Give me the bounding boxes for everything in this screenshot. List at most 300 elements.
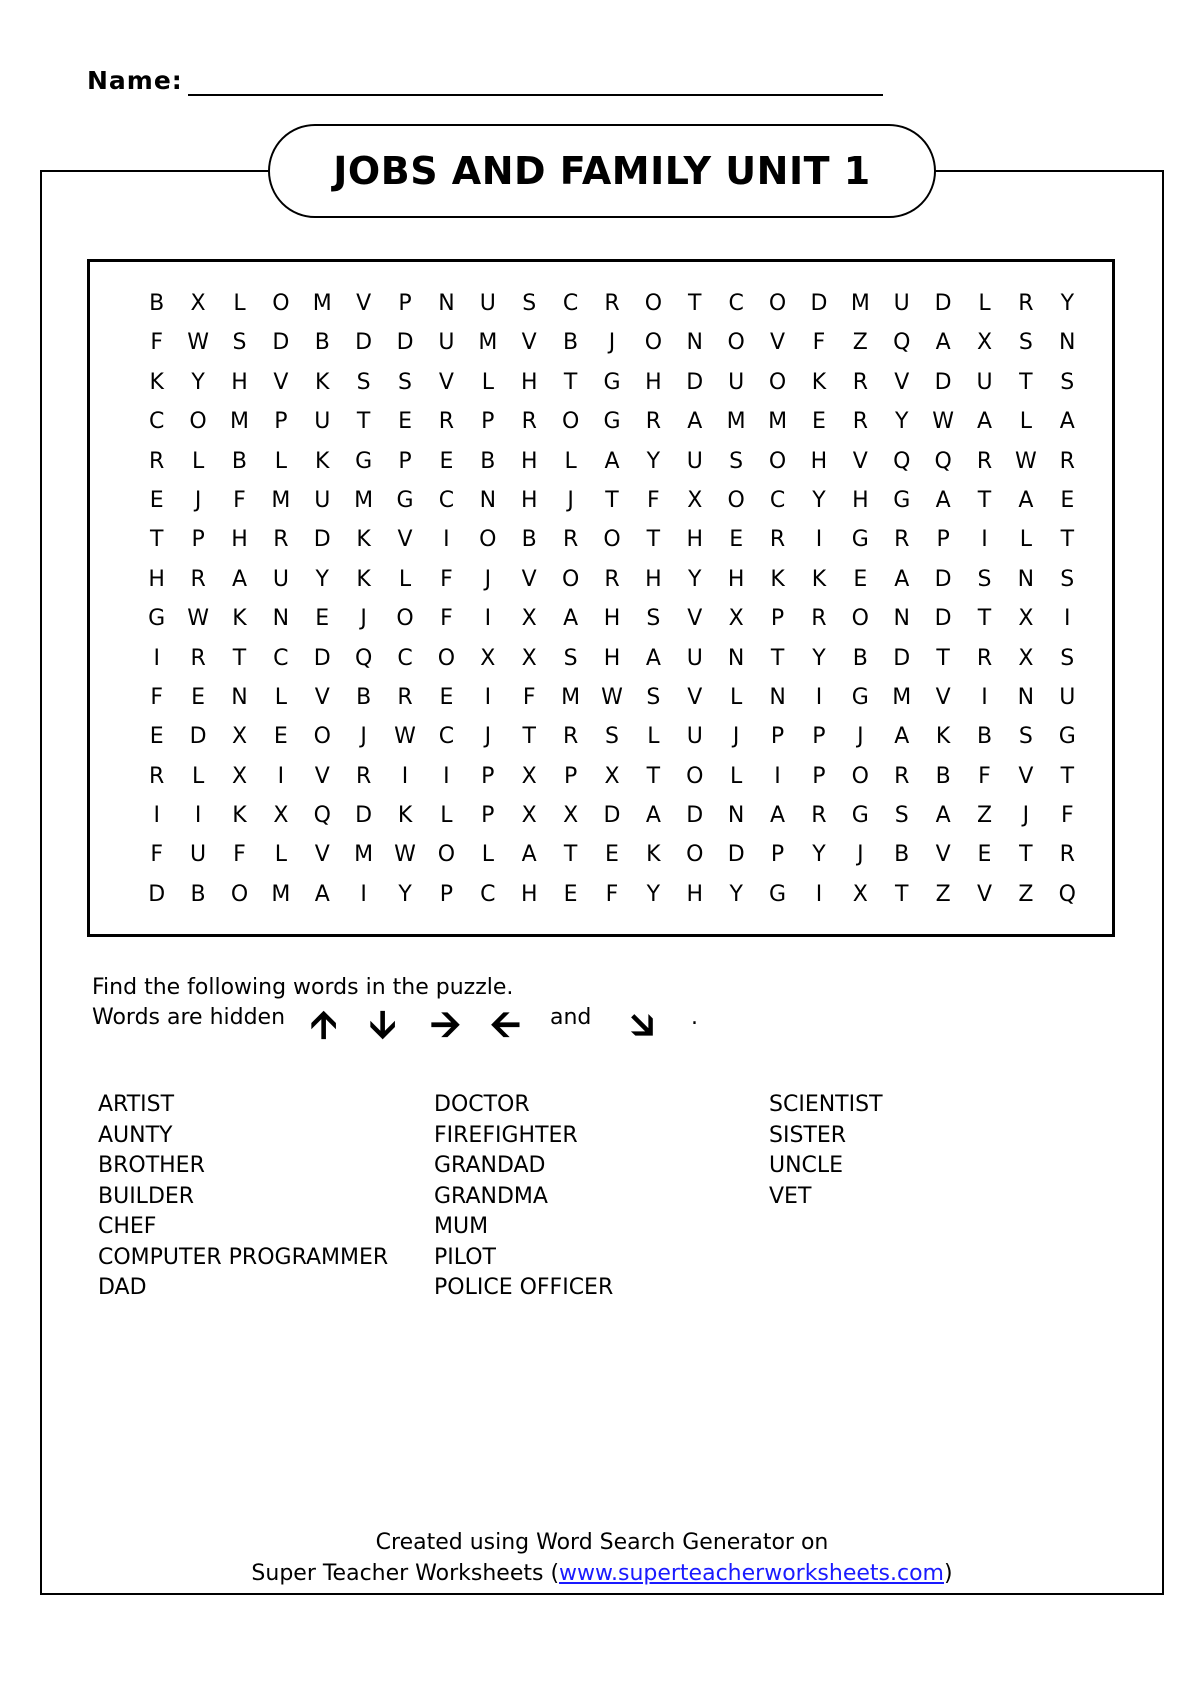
grid-letter: N xyxy=(272,606,290,632)
grid-letter: B xyxy=(935,763,951,789)
grid-letter: V xyxy=(687,684,703,710)
grid-letter: V xyxy=(397,527,413,553)
word-item: UNCLE xyxy=(769,1153,844,1178)
grid-letter: H xyxy=(810,448,828,474)
grid-letter: W xyxy=(1015,448,1037,474)
word-item: BROTHER xyxy=(98,1153,205,1178)
grid-letter: G xyxy=(851,684,869,710)
grid-letter: I xyxy=(981,527,988,553)
grid-letter: J xyxy=(608,330,616,356)
word-list-column-1 xyxy=(98,1090,388,1304)
grid-letter: W xyxy=(601,684,623,710)
grid-letter: R xyxy=(356,763,372,789)
grid-letter: F xyxy=(233,487,246,513)
grid-letter: X xyxy=(1018,606,1034,632)
grid-letter: I xyxy=(484,606,492,632)
grid-letter: C xyxy=(769,487,786,513)
grid-letter: M xyxy=(768,409,788,435)
grid-letter: X xyxy=(231,724,248,750)
grid-letter: X xyxy=(273,803,289,829)
grid-letter: R xyxy=(604,291,620,316)
grid-letter: P xyxy=(191,527,205,553)
grid-letter: O xyxy=(644,330,663,356)
grid-letter: O xyxy=(727,330,745,356)
word-item: AUNTY xyxy=(98,1122,173,1148)
grid-letter: E xyxy=(977,842,992,868)
grid-letter: N xyxy=(769,684,786,710)
grid-letter: R xyxy=(1059,448,1075,474)
grid-letter: D xyxy=(934,566,952,592)
grid-letter: D xyxy=(313,527,331,553)
grid-letter: I xyxy=(401,763,409,789)
grid-letter: W xyxy=(394,724,416,750)
grid-letter: D xyxy=(893,645,911,671)
grid-letter: R xyxy=(190,566,206,592)
grid-letter: I xyxy=(774,763,781,789)
grid-letter: T xyxy=(1060,763,1075,789)
word-item: GRANDMA xyxy=(434,1183,548,1209)
grid-letter: U xyxy=(190,842,207,868)
grid-letter: V xyxy=(935,842,951,868)
grid-letter: R xyxy=(190,645,206,671)
grid-letter: D xyxy=(810,291,828,316)
grid-letter: T xyxy=(232,645,247,671)
grid-letter: X xyxy=(521,645,537,671)
grid-letter: R xyxy=(894,527,910,553)
word-list-column-3 xyxy=(769,1090,883,1212)
grid-letter: V xyxy=(1018,763,1034,789)
word-item: SISTER xyxy=(769,1122,847,1148)
grid-letter: A xyxy=(314,881,330,907)
grid-letter: O xyxy=(644,291,663,316)
arrow-diagonal-icon: 🡮 xyxy=(630,1002,655,1046)
grid-letter: E xyxy=(273,724,288,750)
grid-letter: Y xyxy=(812,645,826,671)
grid-letter: H xyxy=(520,881,538,907)
grid-letter: Y xyxy=(646,881,661,907)
frame-top-left xyxy=(40,170,270,172)
grid-letter: L xyxy=(191,448,205,474)
grid-letter: E xyxy=(439,684,454,710)
grid-letter: M xyxy=(561,684,581,710)
grid-letter: T xyxy=(977,487,992,513)
grid-letter: R xyxy=(811,803,827,829)
grid-letter: A xyxy=(1059,409,1075,435)
grid-letter: B xyxy=(149,291,165,316)
grid-letter: Z xyxy=(976,803,993,829)
and-text: and xyxy=(550,1005,592,1030)
grid-letter: R xyxy=(852,369,868,395)
grid-letter: F xyxy=(978,763,991,789)
word-item: COMPUTER PROGRAMMER xyxy=(98,1244,389,1270)
grid-letter: K xyxy=(811,369,827,395)
word-item: DAD xyxy=(98,1275,147,1300)
grid-letter: A xyxy=(976,409,993,435)
period-text: . xyxy=(691,1005,698,1030)
grid-letter: B xyxy=(563,330,579,356)
grid-letter: G xyxy=(148,606,166,632)
grid-letter: Y xyxy=(191,369,205,395)
grid-letter: R xyxy=(811,606,827,632)
grid-letter: Q xyxy=(313,803,331,829)
grid-letter: A xyxy=(1018,487,1034,513)
grid-letter: K xyxy=(232,606,247,632)
grid-letter: G xyxy=(603,409,621,435)
grid-letter: S xyxy=(1018,330,1033,356)
grid-letter: P xyxy=(563,763,578,789)
grid-letter: X xyxy=(976,330,993,356)
grid-letter: V xyxy=(438,369,454,395)
grid-letter: M xyxy=(726,409,746,435)
grid-letter: J xyxy=(567,487,574,513)
grid-letter: D xyxy=(396,330,414,356)
grid-letter: P xyxy=(481,803,495,829)
grid-letter: O xyxy=(189,409,207,435)
grid-letter: Y xyxy=(729,881,743,907)
grid-letter: K xyxy=(811,566,827,592)
grid-letter: D xyxy=(355,803,373,829)
grid-letter: T xyxy=(646,763,661,789)
grid-letter: K xyxy=(646,842,661,868)
word-item: MUM xyxy=(434,1214,489,1239)
grid-letter: U xyxy=(686,448,703,474)
word-item: FIREFIGHTER xyxy=(434,1122,578,1148)
grid-letter: R xyxy=(562,527,579,553)
grid-letter: P xyxy=(481,763,495,789)
grid-letter: N xyxy=(727,803,745,829)
grid-letter: E xyxy=(811,409,826,435)
grid-letter: X xyxy=(231,763,248,789)
instruction-line-1: Find the following words in the puzzle. xyxy=(92,975,514,1000)
word-item: DOCTOR xyxy=(434,1092,530,1117)
grid-letter: S xyxy=(398,369,413,395)
grid-letter: I xyxy=(1064,606,1071,632)
grid-letter: E xyxy=(605,842,619,868)
grid-letter: X xyxy=(521,763,537,789)
grid-letter: O xyxy=(768,369,787,395)
word-item: SCIENTIST xyxy=(769,1092,883,1117)
grid-letter: A xyxy=(521,842,537,868)
grid-letter: G xyxy=(893,487,911,513)
grid-letter: S xyxy=(232,330,247,356)
grid-letter: D xyxy=(189,724,207,750)
grid-letter: O xyxy=(851,606,869,632)
grid-letter: E xyxy=(563,881,578,907)
grid-letter: S xyxy=(977,566,992,592)
grid-letter: U xyxy=(479,291,496,316)
grid-letter: K xyxy=(149,369,164,395)
grid-letter: S xyxy=(894,803,909,829)
grid-letter: K xyxy=(232,803,247,829)
grid-letter: Y xyxy=(812,842,826,868)
grid-letter: H xyxy=(231,527,248,553)
grid-letter: M xyxy=(850,291,870,316)
grid-letter: F xyxy=(522,684,536,710)
grid-letter: H xyxy=(148,566,165,592)
grid-letter: P xyxy=(812,763,826,789)
grid-letter: X xyxy=(1018,645,1034,671)
grid-letter: K xyxy=(770,566,785,592)
grid-letter: V xyxy=(314,763,330,789)
grid-letter: S xyxy=(522,291,537,316)
grid-letter: E xyxy=(1060,487,1075,513)
grid-letter: V xyxy=(976,881,993,907)
grid-letter: E xyxy=(729,527,744,553)
grid-letter: P xyxy=(770,842,785,868)
grid-letter: Q xyxy=(893,330,911,356)
grid-letter: T xyxy=(1019,842,1033,868)
grid-letter: A xyxy=(935,330,951,356)
grid-letter: S xyxy=(1060,369,1075,395)
grid-letter: V xyxy=(935,684,951,710)
grid-letter: J xyxy=(1022,803,1030,829)
grid-letter: P xyxy=(481,409,495,435)
grid-letter: G xyxy=(851,803,869,829)
grid-letter: T xyxy=(522,724,536,750)
grid-letter: E xyxy=(149,487,164,513)
grid-letter: O xyxy=(479,527,497,553)
grid-letter: O xyxy=(851,763,869,789)
grid-letter: R xyxy=(273,527,289,553)
grid-letter: T xyxy=(1060,527,1075,553)
grid-letter: P xyxy=(439,881,454,907)
grid-letter: X xyxy=(852,881,868,907)
grid-letter: R xyxy=(1059,842,1075,868)
grid-letter: Q xyxy=(934,448,952,474)
grid-letter: M xyxy=(354,842,374,868)
grid-letter: I xyxy=(443,527,450,553)
grid-letter: W xyxy=(932,409,954,435)
grid-letter: R xyxy=(976,645,993,671)
grid-letter: I xyxy=(153,645,160,671)
word-item: CHEF xyxy=(98,1214,157,1239)
grid-letter: Q xyxy=(1058,881,1076,907)
grid-letter: J xyxy=(360,724,367,750)
arrow-left-icon: 🡨 xyxy=(490,1002,521,1046)
grid-letter: Z xyxy=(935,881,951,907)
grid-letter: Q xyxy=(354,645,373,671)
grid-letter: D xyxy=(934,369,952,395)
grid-letter: A xyxy=(604,448,620,474)
grid-letter: R xyxy=(852,409,868,435)
grid-letter: X xyxy=(480,645,496,671)
grid-letter: H xyxy=(603,645,621,671)
grid-letter: R xyxy=(769,527,786,553)
grid-letter: K xyxy=(397,803,413,829)
grid-letter: N xyxy=(686,330,703,356)
word-list-column-2 xyxy=(434,1090,613,1304)
grid-letter: C xyxy=(273,645,289,671)
grid-letter: M xyxy=(354,487,374,513)
grid-letter: V xyxy=(273,369,289,395)
grid-letter: N xyxy=(438,291,455,316)
grid-letter: A xyxy=(894,724,910,750)
grid-letter: F xyxy=(440,606,453,632)
grid-letter: T xyxy=(936,645,950,671)
grid-letter: H xyxy=(686,881,704,907)
grid-letter: K xyxy=(315,448,330,474)
grid-letter: L xyxy=(191,763,205,789)
grid-letter: V xyxy=(770,330,786,356)
grid-letter: L xyxy=(440,803,453,829)
grid-letter: D xyxy=(272,330,290,356)
grid-letter: L xyxy=(481,369,494,395)
arrow-right-icon: 🡪 xyxy=(430,1002,461,1046)
grid-letter: U xyxy=(1059,684,1076,710)
grid-letter: R xyxy=(976,448,993,474)
grid-letter: I xyxy=(194,803,202,829)
grid-letter: F xyxy=(1060,803,1074,829)
grid-letter: O xyxy=(272,291,290,316)
page-title: JOBS AND FAMILY UNIT 1 xyxy=(333,149,871,193)
grid-letter: O xyxy=(437,645,456,671)
grid-letter: S xyxy=(1060,566,1075,592)
grid-letter: I xyxy=(360,881,367,907)
grid-letter: O xyxy=(561,409,580,435)
grid-letter: I xyxy=(815,684,823,710)
grid-letter: U xyxy=(272,566,289,592)
grid-letter: F xyxy=(150,842,164,868)
grid-letter: L xyxy=(730,684,743,710)
grid-letter: Q xyxy=(893,448,911,474)
grid-letter: J xyxy=(857,724,864,750)
grid-letter: C xyxy=(728,291,744,316)
word-item: VET xyxy=(769,1183,812,1209)
grid-letter: T xyxy=(605,487,619,513)
grid-letter: L xyxy=(1019,409,1033,435)
grid-letter: S xyxy=(1060,645,1075,671)
grid-letter: H xyxy=(686,527,704,553)
grid-letter: H xyxy=(520,448,538,474)
grid-letter: A xyxy=(935,803,951,829)
grid-letter: U xyxy=(438,330,455,356)
grid-letter: T xyxy=(563,369,578,395)
grid-letter: U xyxy=(976,369,993,395)
grid-letter: Y xyxy=(315,566,329,592)
grid-letter: H xyxy=(603,606,621,632)
grid-letter: P xyxy=(770,724,785,750)
grid-letter: D xyxy=(355,330,373,356)
grid-letter: A xyxy=(645,645,661,671)
grid-letter: O xyxy=(686,763,704,789)
grid-letter: J xyxy=(194,487,202,513)
grid-letter: N xyxy=(1017,566,1035,592)
grid-letter: H xyxy=(645,369,662,395)
grid-letter: Y xyxy=(1060,291,1075,316)
grid-letter: S xyxy=(605,724,619,750)
grid-letter: J xyxy=(484,566,492,592)
grid-letter: D xyxy=(603,803,621,829)
grid-letter: F xyxy=(150,684,164,710)
grid-letter: T xyxy=(563,842,578,868)
grid-letter: Y xyxy=(812,487,826,513)
grid-letter: R xyxy=(1018,291,1034,316)
grid-letter: V xyxy=(314,842,330,868)
grid-letter: H xyxy=(231,369,248,395)
word-item: POLICE OFFICER xyxy=(434,1275,614,1300)
grid-letter: L xyxy=(398,566,412,592)
grid-letter: X xyxy=(521,803,537,829)
grid-letter: J xyxy=(484,724,492,750)
grid-letter: U xyxy=(728,369,745,395)
grid-letter: P xyxy=(398,448,412,474)
grid-letter: L xyxy=(978,291,991,316)
grid-letter: B xyxy=(314,330,330,356)
grid-letter: O xyxy=(603,527,621,553)
grid-letter: X xyxy=(728,606,744,632)
grid-letter: H xyxy=(520,487,538,513)
grid-letter: I xyxy=(443,763,450,789)
footer-suffix: ) xyxy=(943,1561,953,1586)
grid-letter: X xyxy=(563,803,579,829)
grid-letter: N xyxy=(479,487,497,513)
grid-letter: L xyxy=(233,291,246,316)
word-item: ARTIST xyxy=(98,1092,175,1117)
grid-letter: G xyxy=(769,881,787,907)
grid-letter: N xyxy=(893,606,910,632)
grid-letter: U xyxy=(686,724,703,750)
grid-letter: V xyxy=(894,369,910,395)
grid-letter: B xyxy=(976,724,993,750)
grid-letter: P xyxy=(936,527,950,553)
letter-grid xyxy=(136,284,1084,914)
grid-letter: P xyxy=(812,724,826,750)
grid-letter: X xyxy=(521,606,537,632)
grid-letter: I xyxy=(277,763,285,789)
word-item: GRANDAD xyxy=(434,1153,546,1178)
name-label: Name: xyxy=(87,66,183,95)
grid-letter: C xyxy=(438,724,455,750)
grid-letter: X xyxy=(687,487,703,513)
grid-letter: R xyxy=(521,409,537,435)
grid-letter: L xyxy=(274,684,287,710)
grid-letter: F xyxy=(233,842,246,868)
grid-letter: T xyxy=(977,606,992,632)
grid-letter: V xyxy=(521,566,537,592)
grid-letter: J xyxy=(857,842,864,868)
grid-letter: O xyxy=(437,842,456,868)
grid-letter: A xyxy=(563,606,579,632)
grid-letter: T xyxy=(356,409,371,435)
grid-letter: G xyxy=(603,369,621,395)
grid-letter: L xyxy=(1019,527,1033,553)
grid-letter: O xyxy=(768,448,787,474)
footer-link[interactable]: www.superteacherworksheets.com xyxy=(559,1561,944,1586)
grid-letter: O xyxy=(727,487,745,513)
grid-letter: H xyxy=(520,369,538,395)
grid-letter: V xyxy=(356,291,372,316)
grid-letter: M xyxy=(271,881,291,907)
grid-letter: Z xyxy=(1018,881,1034,907)
grid-letter: M xyxy=(229,409,249,435)
grid-letter: I xyxy=(153,803,160,829)
grid-letter: D xyxy=(686,369,704,395)
grid-letter: F xyxy=(605,881,619,907)
grid-letter: A xyxy=(687,409,703,435)
grid-letter: E xyxy=(315,606,330,632)
grid-letter: G xyxy=(851,527,869,553)
grid-letter: W xyxy=(187,606,209,632)
grid-letter: Y xyxy=(398,881,412,907)
word-item: BUILDER xyxy=(98,1183,195,1209)
grid-letter: D xyxy=(148,881,166,907)
grid-letter: T xyxy=(895,881,909,907)
grid-letter: X xyxy=(604,763,620,789)
grid-letter: E xyxy=(191,684,206,710)
arrow-up-icon: 🡩 xyxy=(310,1002,338,1046)
grid-letter: W xyxy=(394,842,416,868)
grid-letter: R xyxy=(149,448,165,474)
